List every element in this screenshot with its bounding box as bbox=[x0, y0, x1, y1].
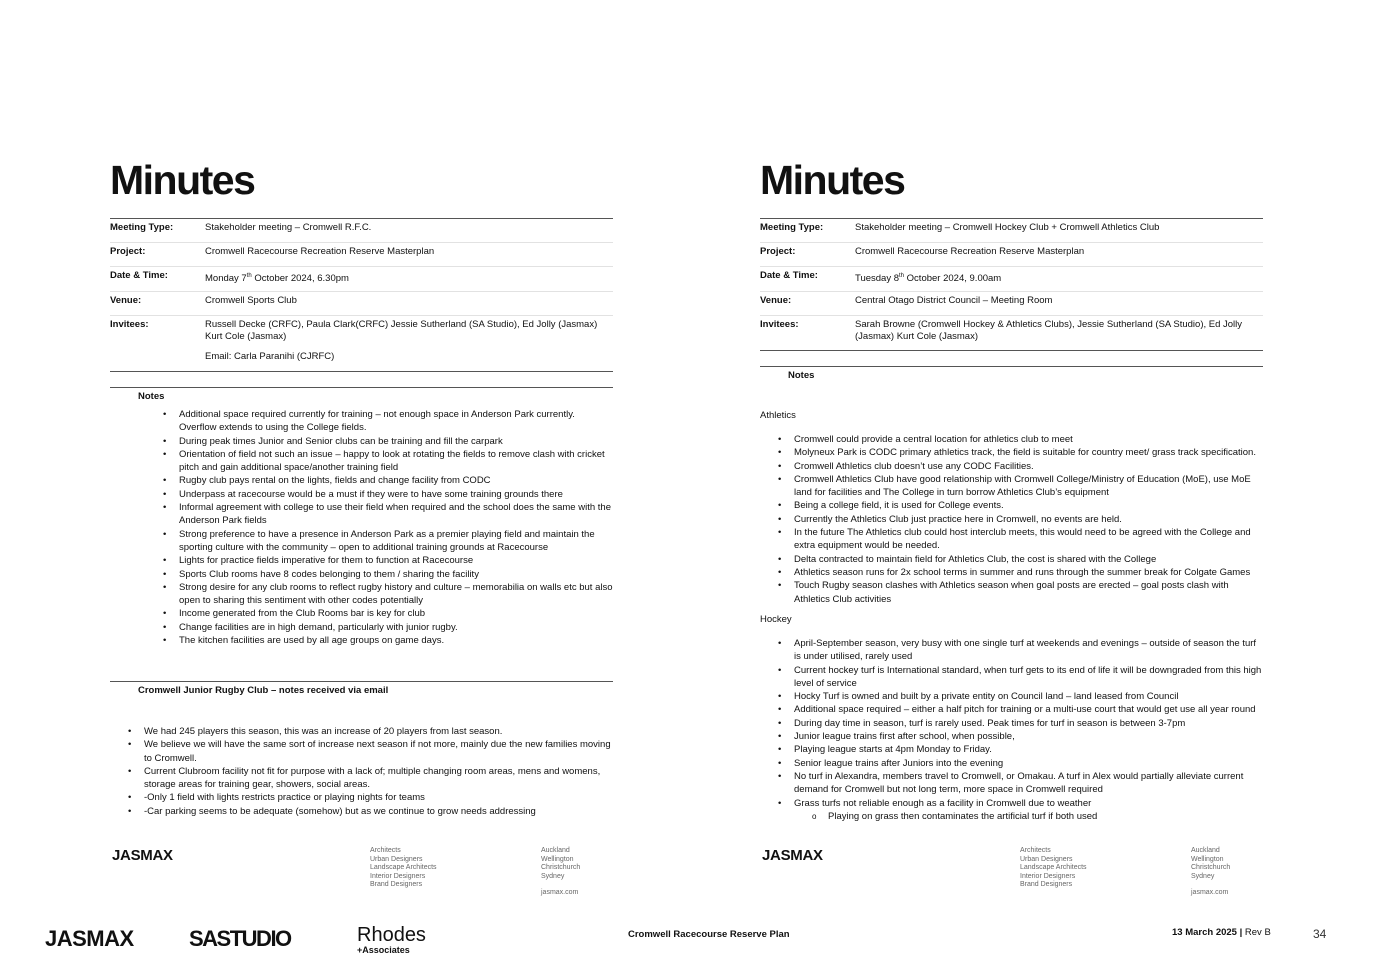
junior-club-heading: Cromwell Junior Rugby Club – notes received via email bbox=[110, 681, 613, 696]
note-item: • Hocky Turf is owned and built by a private entity on Council land – land leased from Council bbox=[778, 690, 1263, 703]
notes-heading: Notes bbox=[110, 387, 613, 402]
note-item: • We believe we will have the same sort of increase next season if not more, mainly due the new families moving to Cromwell. bbox=[128, 738, 613, 765]
meta-row-venue: Venue: Cromwell Sports Club bbox=[110, 292, 613, 316]
note-item: • Playing league starts at 4pm Monday to Friday. bbox=[778, 743, 1263, 756]
note-item: • Additional space required currently for training – not enough space in Anderson Park currently. Overflow extends to using the College fields. bbox=[163, 408, 613, 435]
note-item: • The kitchen facilities are used by all age groups on game days. bbox=[163, 634, 613, 647]
note-item: • Income generated from the Club Rooms bar is key for club bbox=[163, 607, 613, 620]
note-item: • In the future The Athletics club could host interclub meets, this would need to be agreed with the College and extra equipment would be needed. bbox=[778, 526, 1263, 553]
note-item: • Cromwell Athletics club doesn’t use any CODC Facilities. bbox=[778, 460, 1263, 473]
notes-list bbox=[163, 408, 613, 647]
website-link: jasmax.com bbox=[1191, 889, 1229, 897]
hockey-notes-list bbox=[778, 637, 1263, 823]
footer-text: Auckland bbox=[541, 847, 570, 854]
revision: Rev B bbox=[1244, 927, 1271, 938]
document-date: 13 March 2025 bbox=[1172, 927, 1237, 938]
website-link: jasmax.com bbox=[541, 889, 579, 897]
note-item: • Cromwell Athletics Club have good relationship with Cromwell College/Ministry of Education (MoE), use MoE land for facilities and The College in turn borrow Athletics Club’s equipment bbox=[778, 473, 1263, 500]
note-item: • Strong desire for any club rooms to reflect rugby history and culture – memorabilia on walls etc but also open to sharing this sentiment with other codes potentially bbox=[163, 581, 613, 608]
note-item: • No turf in Alexandra, members travel to Cromwell, or Omakau. A turf in Alex would partially alleviate current demand for Cromwell but not long term, more space in Cromwell required bbox=[778, 770, 1263, 797]
notes-heading: Notes bbox=[760, 366, 1263, 381]
jasmax-logo: JASMAX bbox=[762, 847, 823, 864]
rhodes-logo: Rhodes bbox=[357, 924, 426, 946]
note-item: • Change facilities are in high demand, particularly with junior rugby. bbox=[163, 621, 613, 634]
page-title: Minutes bbox=[110, 157, 255, 203]
junior-club-notes-list bbox=[128, 725, 613, 818]
meta-row-invitees: Invitees: Russell Decke (CRFC), Paula Clark(CRFC) Jessie Sutherland (SA Studio), Ed Jolly (Jasmax) Kurt Cole (Jasmax) Email: Carla Paranihi (CJRFC) bbox=[110, 316, 613, 372]
note-item: • Being a college field, it is used for College events. bbox=[778, 499, 1263, 512]
note-item: • Senior league trains after Juniors into the evening bbox=[778, 757, 1263, 770]
note-item: • Lights for practice fields imperative for them to function at Racecourse bbox=[163, 554, 613, 567]
note-item: • Cromwell could provide a central location for athletics club to meet bbox=[778, 433, 1263, 446]
note-item: • Strong preference to have a presence in Anderson Park as a premier playing field and maintain the sporting culture with the community – open to additional training grounds at Racecourse bbox=[163, 528, 613, 555]
meta-row-date-time: Date & Time: Monday 7th October 2024, 6.30pm bbox=[110, 267, 613, 292]
note-item: • Orientation of field not such an issue – happy to look at rotating the fields to remove clash with cricket pitch and gain additional space/another training field bbox=[163, 448, 613, 475]
note-item: • Rugby club pays rental on the lights, fields and change facility from CODC bbox=[163, 474, 613, 487]
meta-row-invitees: Invitees: Sarah Browne (Cromwell Hockey & Athletics Clubs), Jessie Sutherland (SA Studio), Ed Jolly (Jasmax) Kurt Cole (Jasmax) bbox=[760, 316, 1263, 351]
footer-text: Sydney bbox=[541, 872, 565, 880]
footer-text: Landscape Architects bbox=[370, 864, 437, 872]
footer-text: Christchurch bbox=[541, 864, 581, 872]
meeting-details-table bbox=[110, 218, 613, 372]
meta-row-venue: Venue: Central Otago District Council – Meeting Room bbox=[760, 292, 1263, 316]
meta-row-date-time: Date & Time: Tuesday 8th October 2024, 9.00am bbox=[760, 267, 1263, 292]
note-item: • Currently the Athletics Club just practice here in Cromwell, no events are held. bbox=[778, 513, 1263, 526]
note-item: • Grass turfs not reliable enough as a facility in Cromwell due to weather o Playing on grass then contaminates the artificial turf if both used bbox=[778, 797, 1263, 824]
athletics-heading: Athletics bbox=[760, 410, 796, 421]
footer-text: Sydney bbox=[1191, 872, 1215, 880]
meeting-details-table bbox=[760, 218, 1263, 351]
note-item: • Sports Club rooms have 8 codes belonging to them / sharing the facility bbox=[163, 568, 613, 581]
page-number: 34 bbox=[1313, 927, 1327, 941]
footer-text: Interior Designers bbox=[1020, 872, 1076, 880]
note-item: • Junior league trains first after school, when possible, bbox=[778, 730, 1263, 743]
note-item: • During peak times Junior and Senior clubs can be training and fill the carpark bbox=[163, 435, 613, 448]
document-title: Cromwell Racecourse Reserve Plan bbox=[628, 929, 790, 940]
footer-text: Urban Designers bbox=[1020, 855, 1073, 863]
document-date-revision: 13 March 2025 | Rev B bbox=[1172, 927, 1271, 938]
footer-text: Brand Designers bbox=[370, 881, 423, 889]
rhodes-logo-sub: +Associates bbox=[357, 945, 410, 955]
footer-text: Urban Designers bbox=[370, 855, 423, 863]
meta-row-meeting-type: Meeting Type: Stakeholder meeting – Cromwell R.F.C. bbox=[110, 219, 613, 243]
sa-studio-logo: SASTUDIO bbox=[189, 926, 291, 951]
footer-text: Landscape Architects bbox=[1020, 864, 1087, 872]
note-item: • Informal agreement with college to use their field when required and the school does the same with the Anderson Park fields bbox=[163, 501, 613, 528]
cities-list bbox=[541, 847, 580, 898]
note-item: • Delta contracted to maintain field for Athletics Club, the cost is shared with the College bbox=[778, 553, 1263, 566]
sub-note-item: o Playing on grass then contaminates the artificial turf if both used bbox=[812, 810, 1263, 823]
note-item: • Additional space required – either a half pitch for training or a multi-use court that would get use all year round bbox=[778, 703, 1263, 716]
disciplines-list bbox=[370, 847, 437, 890]
meta-row-project: Project: Cromwell Racecourse Recreation Reserve Masterplan bbox=[760, 243, 1263, 267]
jasmax-logo: JASMAX bbox=[112, 847, 173, 864]
footer-text: Interior Designers bbox=[370, 872, 426, 880]
note-item: • Athletics season runs for 2x school terms in summer and runs through the summer break for Colgate Games bbox=[778, 566, 1263, 579]
note-item: • Touch Rugby season clashes with Athletics season when goal posts are erected – goal posts clash with Athletics Club activities bbox=[778, 579, 1263, 606]
note-item: • -Car parking seems to be adequate (somehow) but as we continue to grow needs addressing bbox=[128, 805, 613, 818]
note-item: • We had 245 players this season, this was an increase of 20 players from last season. bbox=[128, 725, 613, 738]
footer-text: Wellington bbox=[541, 855, 574, 863]
footer-text: Wellington bbox=[1191, 855, 1224, 863]
footer-text: Architects bbox=[1020, 847, 1051, 854]
note-item: • Molyneux Park is CODC primary athletics track, the field is suitable for country meet/ grass track specification. bbox=[778, 446, 1263, 459]
footer-text: Architects bbox=[370, 847, 401, 854]
footer-text: Brand Designers bbox=[1020, 881, 1073, 889]
note-item: • -Only 1 field with lights restricts practice or playing nights for teams bbox=[128, 791, 613, 804]
disciplines-list bbox=[1020, 847, 1087, 890]
footer-text: Auckland bbox=[1191, 847, 1220, 854]
footer-text: Christchurch bbox=[1191, 864, 1231, 872]
hockey-heading: Hockey bbox=[760, 614, 792, 625]
note-item: • Current Clubroom facility not fit for purpose with a lack of; multiple changing room areas, mens and womens, storage areas for training gear, showers, social areas. bbox=[128, 765, 613, 792]
note-item: • Underpass at racecourse would be a must if they were to have some training grounds there bbox=[163, 488, 613, 501]
page-title: Minutes bbox=[760, 157, 905, 203]
meta-row-project: Project: Cromwell Racecourse Recreation Reserve Masterplan bbox=[110, 243, 613, 267]
athletics-notes-list bbox=[778, 433, 1263, 606]
note-item: • During day time in season, turf is rarely used. Peak times for turf in season is between 3-7pm bbox=[778, 717, 1263, 730]
note-item: • Current hockey turf is International standard, when turf gets to its end of life it will be downgraded from this high level of service bbox=[778, 664, 1263, 691]
cities-list bbox=[1191, 847, 1230, 898]
jasmax-brand-logo: JASMAX bbox=[45, 926, 134, 951]
meta-row-meeting-type: Meeting Type: Stakeholder meeting – Cromwell Hockey Club + Cromwell Athletics Club bbox=[760, 219, 1263, 243]
note-item: • April-September season, very busy with one single turf at weekends and evenings – outside of season the turf is under utilised, rarely used bbox=[778, 637, 1263, 664]
